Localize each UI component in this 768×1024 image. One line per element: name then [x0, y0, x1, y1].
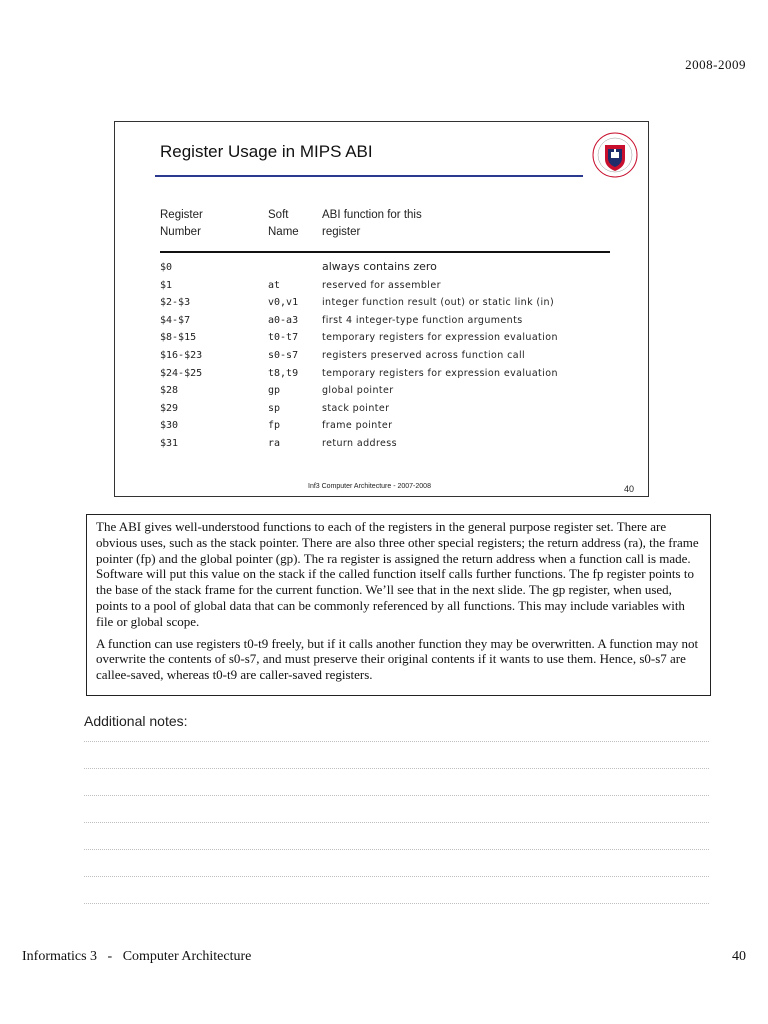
table-row [160, 260, 630, 278]
soft-name: fp [268, 420, 281, 432]
abi-function: return address [322, 437, 397, 449]
table-row [160, 278, 630, 296]
notes-box [86, 514, 711, 696]
register-number: $8-$15 [160, 332, 197, 344]
abi-function: first 4 integer-type function arguments [322, 314, 523, 326]
register-table [160, 260, 630, 454]
abi-function: always contains zero [322, 260, 437, 273]
abi-function: temporary registers for expression evaluation [322, 367, 558, 379]
soft-name: at [268, 279, 281, 291]
notes-paragraph: A function can use registers t0-t9 freely, but if it calls another function they may be overwritten. A function may not overwrite the contents of s0-s7, and must preserve their original contents if it wants to use them. Hence, s0-s7 are callee-saved, whereas t0-t9 are caller-saved registers. [96, 635, 699, 683]
abi-function: registers preserved across function call [322, 349, 526, 361]
soft-name: sp [268, 402, 281, 414]
header-line: register [322, 226, 361, 238]
additional-notes-label: Additional notes: [84, 713, 188, 729]
register-number: $4-$7 [160, 314, 191, 326]
soft-name: s0-s7 [268, 349, 299, 361]
header-line: Name [268, 226, 299, 238]
note-line [84, 903, 709, 904]
soft-name: t8,t9 [268, 367, 299, 379]
table-row [160, 348, 630, 366]
table-row [160, 330, 630, 348]
university-crest-icon [591, 131, 639, 179]
abi-function: frame pointer [322, 420, 393, 432]
page-number: 40 [732, 949, 746, 964]
register-number: $30 [160, 420, 179, 432]
soft-name: ra [268, 437, 281, 449]
header-register-number [160, 207, 203, 241]
abi-function: temporary registers for expression evaluation [322, 332, 558, 344]
header-abi-function [322, 207, 422, 241]
table-row [160, 401, 630, 419]
header-line: ABI function for this [322, 209, 422, 221]
note-line [84, 849, 709, 850]
header-line: Number [160, 226, 201, 238]
soft-name: t0-t7 [268, 332, 299, 344]
abi-function: integer function result (out) or static link (in) [322, 297, 555, 309]
soft-name: gp [268, 385, 281, 397]
header-soft-name [268, 207, 299, 241]
table-row [160, 418, 630, 436]
soft-name: a0-a3 [268, 314, 299, 326]
table-row [160, 383, 630, 401]
notes-paragraph: The ABI gives well-understood functions to each of the registers in the general purpose register set. There are obvious uses, such as the stack pointer. There are also three other special registers; the return address (ra), the frame pointer (fp) and the global pointer (gp). The ra register is assigned the return address when a function call is made. Software will put this value on the stack if the called function itself calls further functions. The fp register points to the base of the stack frame for the current function. We’ll see that in the next slide. The gp register, when used, points to a pool of global data that can be commonly referenced by all functions. This may include variables with file or global scope. [96, 519, 699, 629]
soft-name: v0,v1 [268, 297, 299, 309]
table-row [160, 295, 630, 313]
note-line [84, 795, 709, 796]
slide-title: Register Usage in MIPS ABI [160, 142, 373, 161]
slide-number: 40 [623, 484, 634, 494]
register-number: $28 [160, 385, 179, 397]
page-footer-title: Informatics 3 - Computer Architecture [22, 949, 252, 964]
note-line [84, 822, 709, 823]
abi-function: reserved for assembler [322, 279, 441, 291]
register-number: $31 [160, 437, 179, 449]
register-number: $2-$3 [160, 297, 191, 309]
slide-thumbnail [114, 121, 649, 497]
register-number: $0 [160, 262, 173, 273]
slide-footer: Inf3 Computer Architecture - 2007-2008 [308, 483, 431, 490]
register-number: $24-$25 [160, 367, 203, 379]
table-row [160, 313, 630, 331]
register-number: $16-$23 [160, 349, 203, 361]
abi-function: global pointer [322, 385, 394, 397]
title-rule [155, 175, 583, 177]
table-rule [160, 251, 610, 253]
header-line: Register [160, 209, 203, 221]
page-year: 2008-2009 [685, 57, 746, 72]
note-line [84, 876, 709, 877]
register-number: $1 [160, 279, 173, 291]
note-line [84, 768, 709, 769]
abi-function: stack pointer [322, 402, 390, 414]
table-row [160, 436, 630, 454]
note-line [84, 741, 709, 742]
header-line: Soft [268, 209, 289, 221]
register-number: $29 [160, 402, 179, 414]
table-row [160, 366, 630, 384]
